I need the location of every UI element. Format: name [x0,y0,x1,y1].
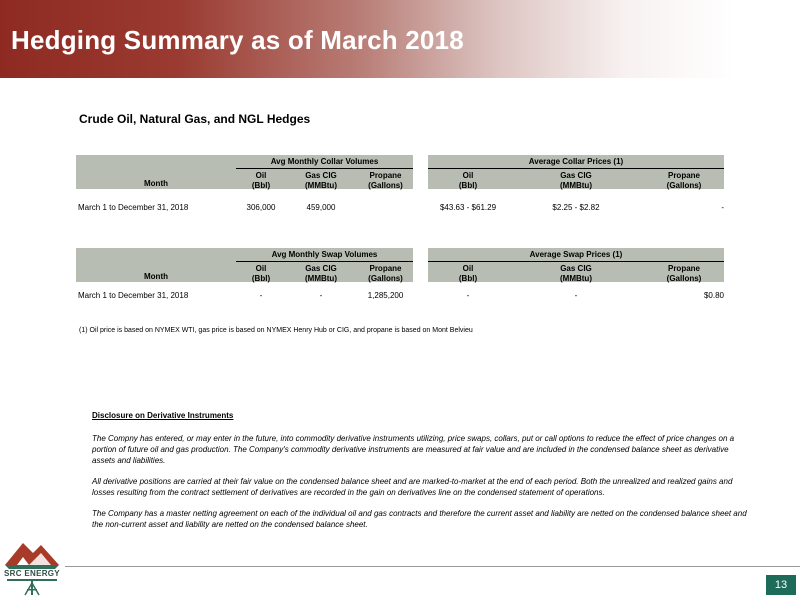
swap-row-propane-price: $0.80 [703,291,724,300]
collar-col-gas-unit: (MMBtu) [305,181,337,190]
disclosure-paragraph-1: The Compny has entered, or may enter in the future, into commodity derivative instruments utilizing, price swaps, collars, put or call options to reduce the effect of price changes on a portion of future oil and gas production. The Company's commodity derivative instruments are measured at fair value and are included in the condensed balance sheet as derivative assets and liabilities. [92,434,735,465]
page-number: 13 [766,575,796,595]
collar-col-propane: Propane [369,171,402,180]
swap-row-gas-vol: - [319,291,323,300]
swap-col-gas: Gas CIG [305,264,337,273]
collar-table [76,155,724,215]
header-banner [0,0,800,78]
collar-col-oil: Oil [255,171,267,180]
collar-row-oil-vol: 306,000 [246,203,276,212]
collar-month-header: Month [144,179,168,188]
swap-row-gas-price: - [574,291,578,300]
collar-price-col-propane: Propane [667,171,700,180]
collar-col-gas: Gas CIG [305,171,337,180]
collar-volumes-header: Avg Monthly Collar Volumes [270,157,379,166]
collar-price-col-gas-unit: (MMBtu) [560,181,592,190]
section-title: Crude Oil, Natural Gas, and NGL Hedges [79,112,311,126]
footer-divider [65,566,800,567]
swap-price-col-propane-unit: (Gallons) [666,274,702,283]
swap-row-month: March 1 to December 31, 2018 [78,291,189,300]
collar-price-col-oil: Oil [462,171,474,180]
swap-price-col-oil-unit: (Bbl) [458,274,478,283]
swap-col-oil-unit: (Bbl) [251,274,271,283]
swap-row-oil-vol: - [259,291,263,300]
swap-prices-header: Average Swap Prices (1) [529,250,623,259]
company-logo [3,535,61,597]
swap-row-oil-price: - [466,291,470,300]
disclosure-title: Disclosure on Derivative Instruments [92,411,234,420]
swap-month-header: Month [144,272,168,281]
logo-text: SRC ENERGY [4,569,60,578]
collar-prices-header: Average Collar Prices (1) [528,157,624,166]
mountain-logo-icon [3,535,61,597]
swap-price-col-oil: Oil [462,264,474,273]
swap-volumes-header: Avg Monthly Swap Volumes [271,250,378,259]
collar-row-gas-price: $2.25 - $2.82 [552,203,600,212]
swap-col-propane-unit: (Gallons) [368,274,403,283]
collar-price-col-propane-unit: (Gallons) [666,181,702,190]
collar-row-oil-price: $43.63 - $61.29 [439,203,497,212]
swap-col-gas-unit: (MMBtu) [305,274,337,283]
swap-price-col-propane: Propane [667,264,700,273]
disclosure-paragraph-3: The Company has a master netting agreement on each of the individual oil and gas contracts and therefore the current asset and liability are netted on the condensed balance sheet and the non-current asset and liability are netted on the condensed balance sheet. [92,509,747,529]
price-basis-footnote: (1) Oil price is based on NYMEX WTI, gas price is based on NYMEX Henry Hub or CIG, and propane is based on Mont Belvieu [79,327,473,334]
swap-col-oil: Oil [255,264,267,273]
swap-price-col-gas-unit: (MMBtu) [560,274,592,283]
page-title: Hedging Summary as of March 2018 [11,25,464,55]
collar-row-gas-vol: 459,000 [306,203,336,212]
swap-table [76,248,724,308]
swap-col-propane: Propane [369,264,402,273]
collar-price-col-oil-unit: (Bbl) [458,181,478,190]
swap-price-col-gas: Gas CIG [560,264,592,273]
collar-col-oil-unit: (Bbl) [251,181,271,190]
disclosure-paragraph-2: All derivative positions are carried at their fair value on the condensed balance sheet and are marked-to-market at the end of each period. Both the unrealized and realized gains and losses resulting from the contract settlement of derivatives are recorded in the gain on derivatives line on the condensed statement of operations. [92,477,733,497]
collar-row-propane-price: - [721,203,724,212]
collar-col-propane-unit: (Gallons) [368,181,403,190]
collar-price-col-gas: Gas CIG [560,171,592,180]
swap-row-propane-vol: 1,285,200 [367,291,404,300]
collar-row-month: March 1 to December 31, 2018 [78,203,189,212]
